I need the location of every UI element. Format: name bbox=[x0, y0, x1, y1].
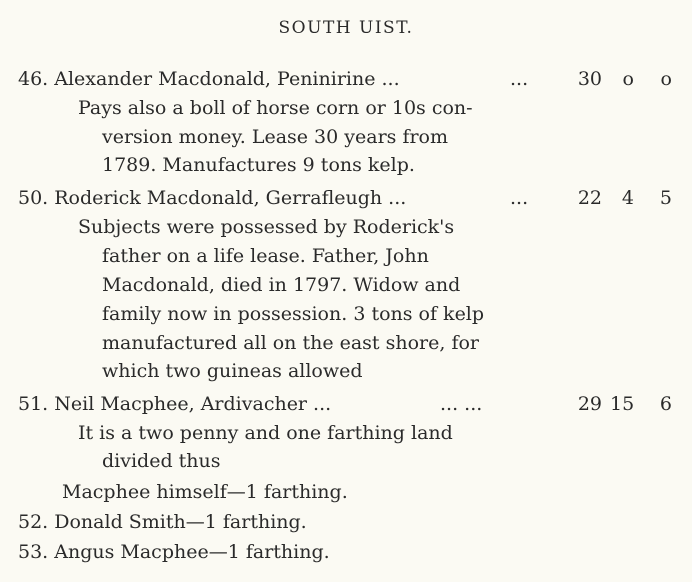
page-heading: SOUTH UIST. bbox=[278, 18, 414, 38]
entry-50-shillings: 4 bbox=[621, 187, 634, 209]
entry-50 bbox=[0, 183, 692, 213]
entry-52: 52. Donald Smith—1 farthing. bbox=[18, 511, 307, 533]
entry-46-note-line bbox=[0, 150, 692, 180]
entry-50-note-line bbox=[0, 299, 692, 329]
entry-50-pence: 5 bbox=[659, 187, 672, 209]
entry-46-note-line bbox=[0, 122, 692, 152]
entry-51-pounds: 29 bbox=[577, 393, 602, 415]
entry-46-note-line bbox=[0, 93, 692, 123]
entry-46-pounds: 30 bbox=[577, 68, 602, 90]
entry-51-note-2: divided thus bbox=[102, 450, 221, 472]
entry-50-note-line bbox=[0, 328, 692, 358]
entry-50-note-line bbox=[0, 241, 692, 271]
entry-51-note-1: It is a two penny and one farthing land bbox=[78, 422, 453, 444]
entry-51-note-line bbox=[0, 446, 692, 476]
entry-50-note-line bbox=[0, 356, 692, 386]
entry-50-note-4: family now in possession. 3 tons of kelp bbox=[102, 303, 485, 325]
entry-46-note-1: Pays also a boll of horse corn or 10s con- bbox=[78, 97, 473, 119]
entry-51-text: 51. Neil Macphee, Ardivacher ... bbox=[18, 393, 332, 415]
entry-51-dots: ... ... bbox=[440, 393, 483, 415]
entry-51 bbox=[0, 389, 692, 419]
entry-46 bbox=[0, 64, 692, 94]
entry-50-note-6: which two guineas allowed bbox=[102, 360, 363, 382]
entry-51-note-line bbox=[0, 418, 692, 448]
entry-50-note-1: Subjects were possessed by Roderick's bbox=[78, 216, 455, 238]
entry-53: 53. Angus Macphee—1 farthing. bbox=[18, 541, 330, 563]
entry-50-note-line bbox=[0, 270, 692, 300]
subline-macphee-himself: Macphee himself—1 farthing. bbox=[62, 481, 348, 503]
entry-50-text: 50. Roderick Macdonald, Gerrafleugh ... bbox=[18, 187, 407, 209]
entry-46-note-2: version money. Lease 30 years from bbox=[102, 126, 449, 148]
entry-46-text: 46. Alexander Macdonald, Peninirine ... bbox=[18, 68, 400, 90]
entry-46-note-3: 1789. Manufactures 9 tons kelp. bbox=[102, 154, 415, 176]
entry-50-pounds: 22 bbox=[577, 187, 602, 209]
subline bbox=[0, 537, 692, 567]
subline bbox=[0, 507, 692, 537]
entry-51-pence: 6 bbox=[659, 393, 672, 415]
entry-46-pence: o bbox=[660, 68, 672, 90]
entry-46-dots: ... bbox=[510, 68, 529, 90]
entry-50-note-line bbox=[0, 212, 692, 242]
entry-51-shillings: 15 bbox=[610, 393, 635, 415]
entry-50-note-3: Macdonald, died in 1797. Widow and bbox=[102, 274, 461, 296]
entry-50-note-2: father on a life lease. Father, John bbox=[102, 245, 429, 267]
entry-50-note-5: manufactured all on the east shore, for bbox=[102, 332, 479, 354]
subline bbox=[0, 477, 692, 507]
entry-46-shillings: o bbox=[622, 68, 634, 90]
entry-50-dots: ... bbox=[510, 187, 529, 209]
